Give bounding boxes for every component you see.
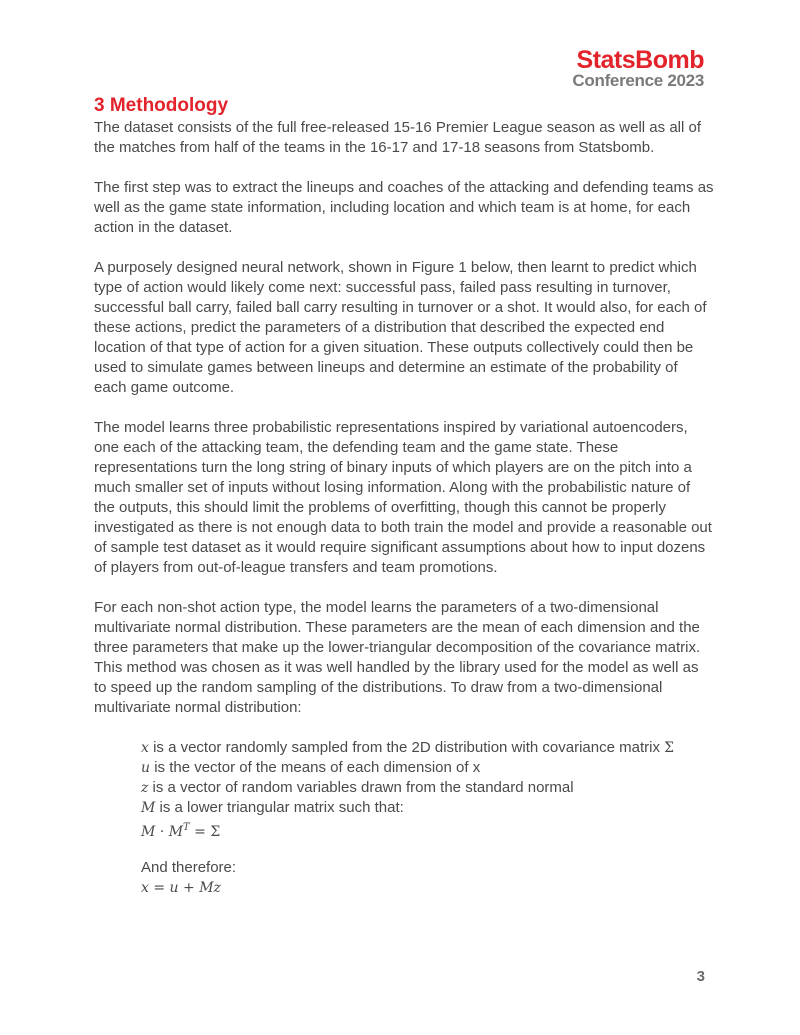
definition-z bbox=[141, 778, 714, 798]
paragraph-distribution: For each non-shot action type, the model learns the parameters of a two-dimensional multivariate normal distribution. These parameters are the mean of each dimension and the three parameters that make up the lower-triangular decomposition of the covariance matrix. This method was chosen as it was well handled by the library used for the model as well as to speed up the random sampling of the distributions. To draw from a two-dimensional multivariate normal distribution: bbox=[94, 599, 701, 716]
eq2-x: x bbox=[141, 880, 149, 896]
definition-u bbox=[141, 758, 714, 778]
math-definitions bbox=[141, 738, 714, 898]
paragraph-neural-network: A purposely designed neural network, shown in Figure 1 below, then learnt to predict which type of action would likely come next: successful pass, failed pass resulting in turnover, successful ball carry, failed ball carry resulting in turnover or a shot. It would also, for each of these actions, predict the parameters of a distribution that described the expected end location of that type of action for a given situation. These outputs collectively could then be used to simulate games between lineups and determine an estimate of the probability of each game outcome. bbox=[94, 259, 707, 396]
page-number: 3 bbox=[696, 968, 705, 985]
paragraph-first-step: The first step was to extract the lineups and coaches of the attacking and defending teams as well as the game state information, including location and which team is at home, for each action in the dataset. bbox=[94, 179, 714, 236]
eq2-plus: + bbox=[178, 880, 200, 896]
definition-x bbox=[141, 738, 714, 758]
paragraph-representations: The model learns three probabilistic representations inspired by variational autoencoders, one each of the attacking team, the defending team and the game state. These representations turn the long string of binary inputs of which players are on the pitch into a much smaller set of inputs without losing information. Along with the probabilistic nature of the outputs, this should limit the problems of overfitting, though this cannot be properly investigated as there is not enough data to both train the model and provide a reasonable out of sample test dataset as it would require significant assumptions about how to input dozens of players from out-of-league transfers and team promotions. bbox=[94, 419, 712, 576]
equation-sample bbox=[141, 878, 714, 898]
eq2-equals: = bbox=[148, 880, 170, 896]
logo-brand: StatsBomb bbox=[576, 46, 704, 74]
logo-subtitle: Conference 2023 bbox=[572, 71, 704, 90]
math-sigma: Σ bbox=[664, 740, 675, 756]
eq1-m-transpose: M bbox=[168, 824, 184, 840]
definition-m bbox=[141, 798, 714, 818]
eq2-mz: Mz bbox=[199, 880, 221, 896]
eq1-rest: = Σ bbox=[189, 824, 221, 840]
eq1-m: M bbox=[141, 824, 156, 840]
section-heading: 3 Methodology bbox=[94, 95, 229, 116]
math-var-m: M bbox=[141, 800, 156, 816]
statsbomb-conference-logo bbox=[572, 48, 704, 90]
math-var-x: x bbox=[141, 740, 149, 756]
definition-u-text: is the vector of the means of each dimension of x bbox=[150, 759, 481, 776]
page-content bbox=[94, 94, 714, 898]
eq2-u: u bbox=[169, 880, 179, 896]
math-var-z: z bbox=[141, 780, 149, 796]
definition-m-text: is a lower triangular matrix such that: bbox=[155, 799, 404, 816]
therefore-label: And therefore: bbox=[141, 859, 237, 876]
equation-covariance bbox=[141, 818, 714, 838]
paragraph-dataset: The dataset consists of the full free-released 15-16 Premier League season as well as all of the matches from half of the teams in the 16-17 and 17-18 seasons from Statsbomb. bbox=[94, 119, 702, 156]
math-var-u: u bbox=[141, 760, 151, 776]
definition-z-text: is a vector of random variables drawn from the standard normal bbox=[148, 779, 574, 796]
definition-x-text: is a vector randomly sampled from the 2D distribution with covariance matrix bbox=[148, 739, 665, 756]
eq1-dot: · bbox=[155, 824, 169, 840]
eq1-transpose-sup: T bbox=[183, 822, 190, 833]
